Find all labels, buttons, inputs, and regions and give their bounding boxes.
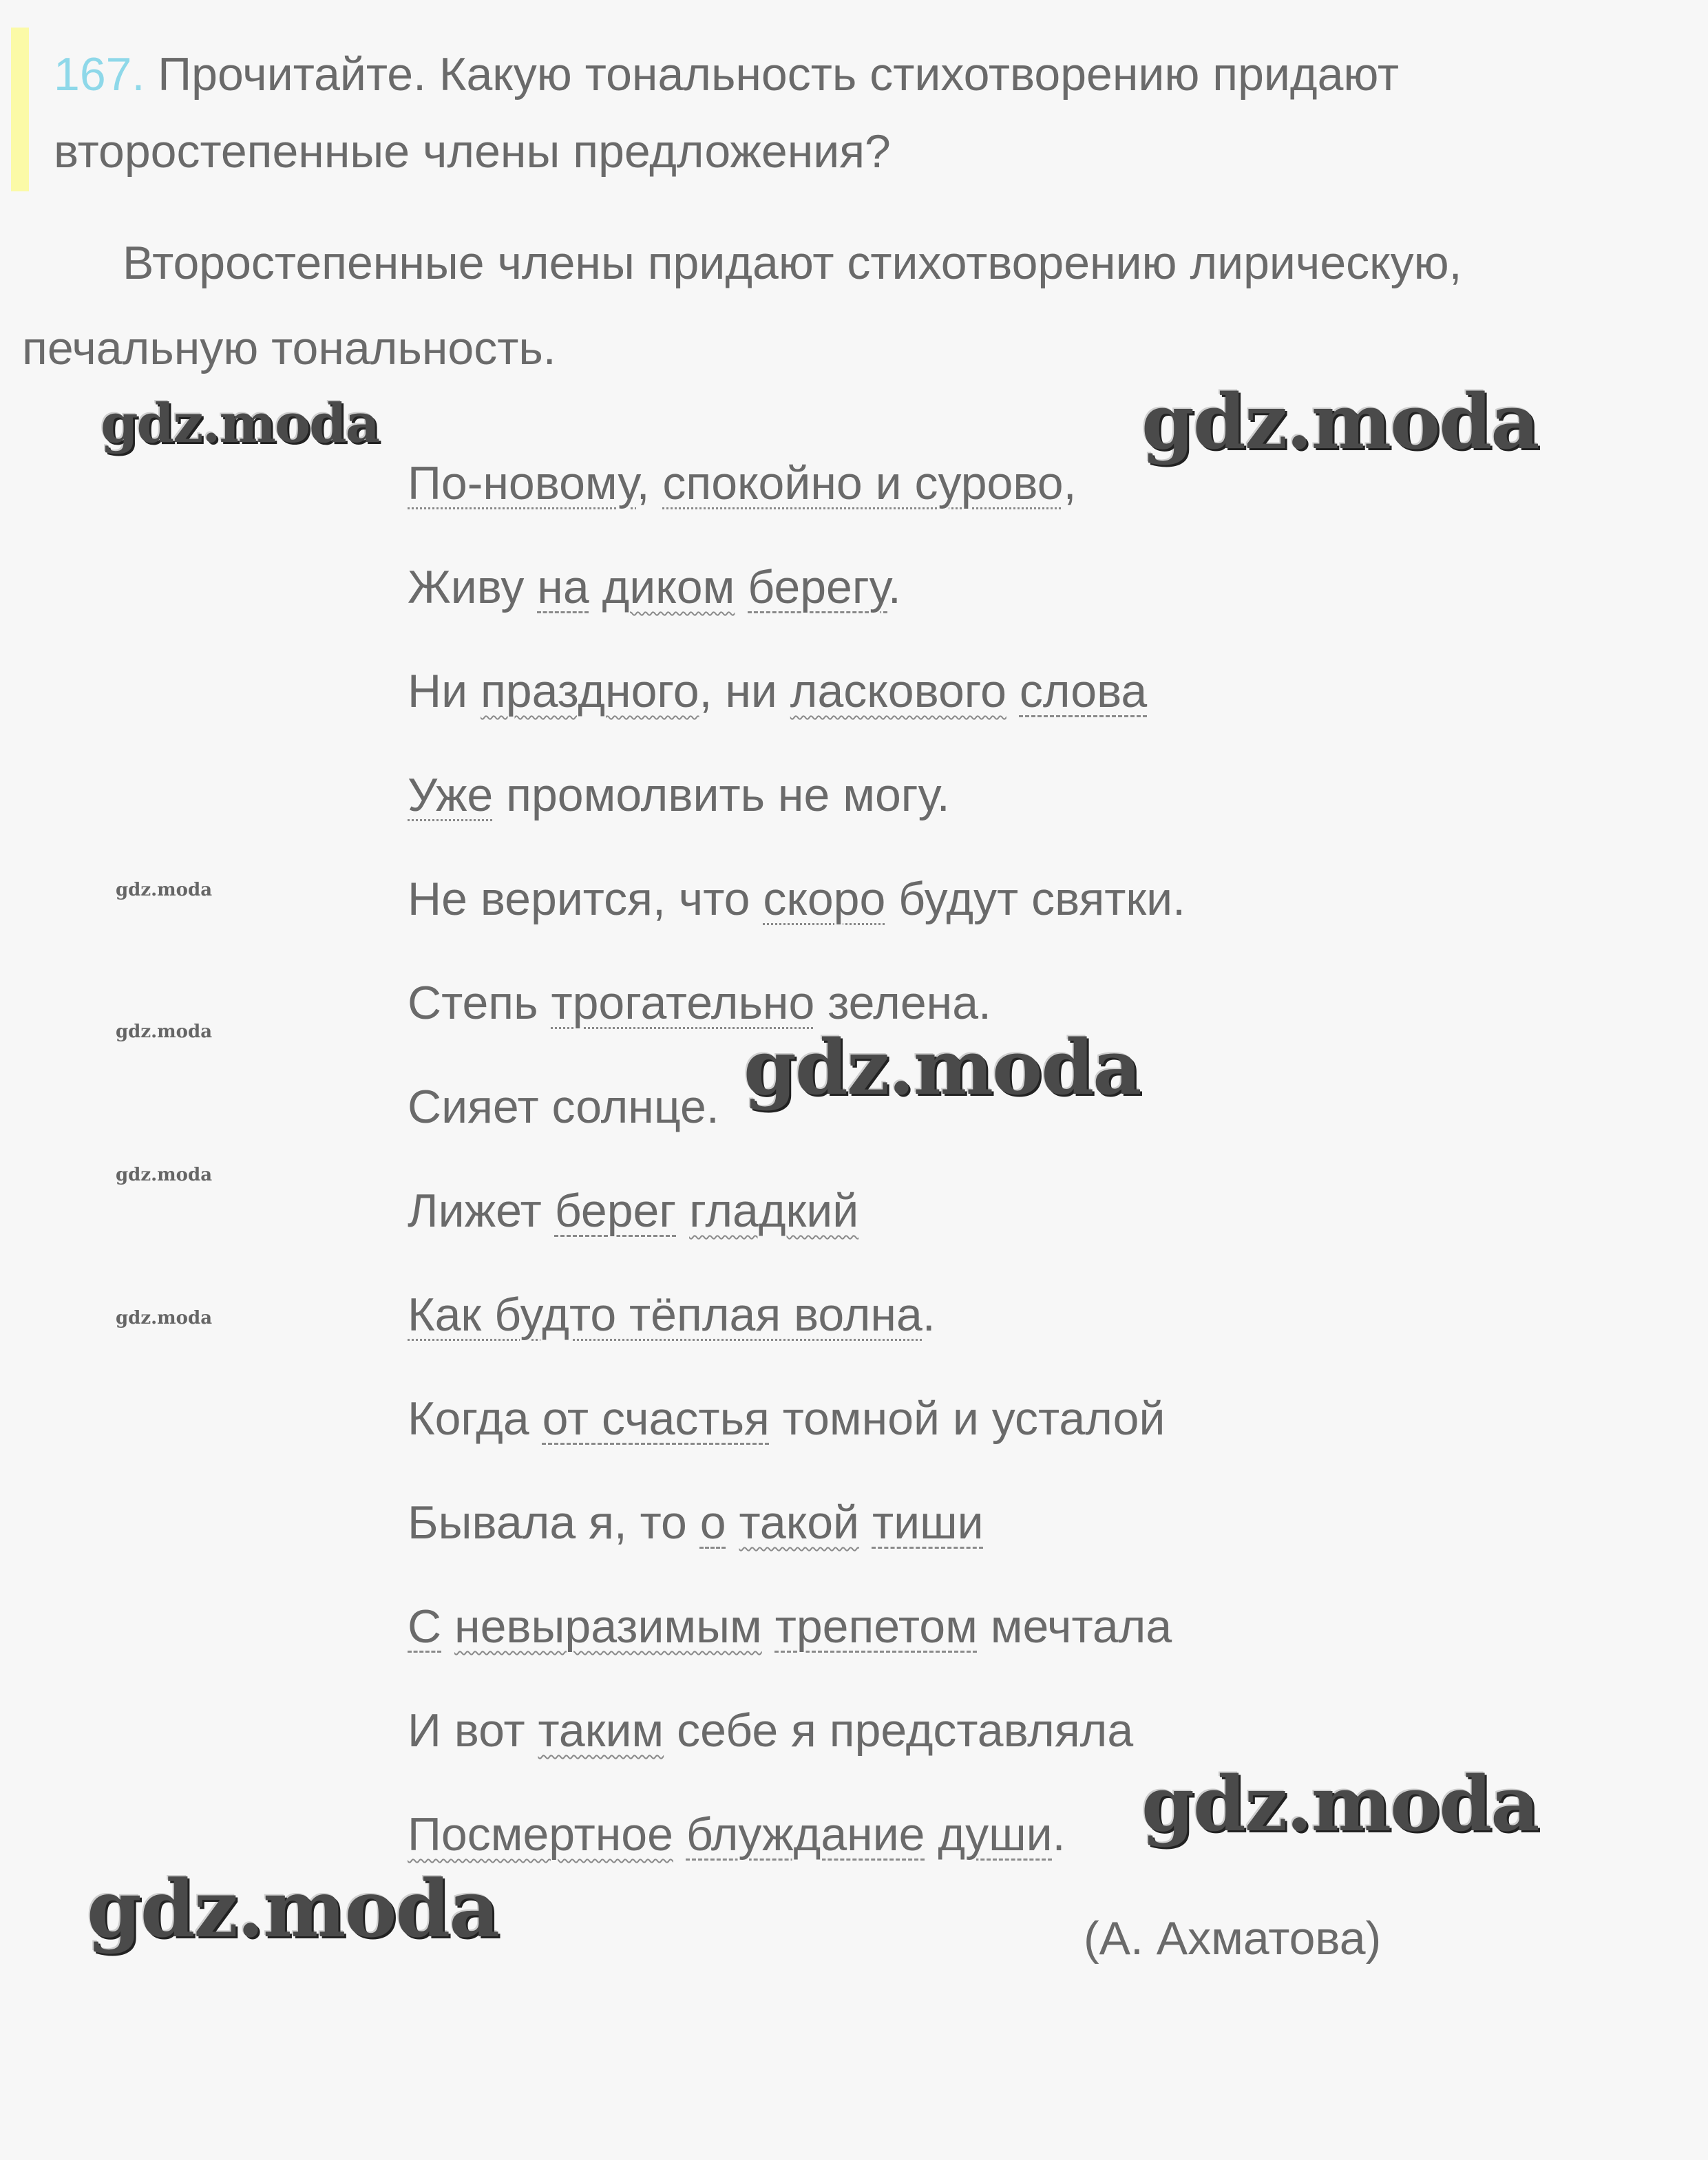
poem-line [408, 1592, 1185, 1696]
poem-text [1006, 665, 1020, 717]
poem-line [408, 1800, 1185, 1904]
underlined-member: берег [554, 1185, 677, 1237]
poem-line [408, 449, 1185, 553]
poem-text: мечтала [977, 1600, 1172, 1653]
watermark-small: gdz.moda [116, 880, 213, 900]
poem-text: Живу [408, 561, 538, 613]
poem-text: . [922, 1289, 936, 1341]
watermark: gdz.moda [101, 392, 379, 455]
poem-text: промолвить не могу. [493, 769, 950, 821]
poem-text [441, 1600, 454, 1653]
poem-text [762, 1600, 775, 1653]
underlined-member: Уже [408, 769, 494, 821]
poem-line [408, 761, 1185, 865]
poem-text: И вот [408, 1704, 538, 1757]
poem-line [408, 1488, 1185, 1592]
underlined-member: таким [538, 1704, 664, 1757]
underlined-member: от счастья [542, 1393, 770, 1445]
watermark-small: gdz.moda [116, 1021, 213, 1042]
poem-text [676, 1185, 689, 1237]
poem-text: , ни [699, 665, 790, 717]
underlined-member: берегу [748, 561, 888, 613]
underlined-member: гладкий [689, 1185, 859, 1237]
underlined-member: С [408, 1600, 442, 1653]
poem-author: (А. Ахматова) [1084, 1912, 1382, 1965]
underlined-member: души [938, 1808, 1053, 1861]
poem-text: Степь [408, 977, 551, 1029]
poem-text: . [1052, 1808, 1066, 1861]
underlined-member: ласкового [790, 665, 1006, 717]
underlined-member: спокойно и сурово [662, 457, 1064, 509]
poem-line [408, 553, 1185, 657]
poem-text: Не верится, что [408, 873, 763, 925]
underlined-member: о [699, 1496, 726, 1549]
poem-text: Лижет [408, 1185, 555, 1237]
poem-text [726, 1496, 739, 1549]
poem-text [859, 1496, 872, 1549]
watermark: gdz.moda [744, 1023, 1141, 1112]
poem-text [589, 561, 602, 613]
underlined-member: блуждание [686, 1808, 925, 1861]
poem-text [735, 561, 748, 613]
underlined-member: трогательно [551, 977, 815, 1029]
poem-text: , [636, 457, 663, 509]
poem-text: томной и усталой [769, 1393, 1166, 1445]
poem [408, 449, 1185, 1904]
underlined-member: скоро [763, 873, 886, 925]
watermark: gdz.moda [1141, 377, 1539, 466]
answer-paragraph: Второстепенные члены придают стихотворению лирическую, печальную тональность. [22, 237, 1462, 374]
underlined-member: такой [739, 1496, 860, 1549]
watermark: gdz.moda [1141, 1759, 1539, 1848]
poem-text: зелена. [814, 977, 991, 1029]
underlined-member: По-новому [408, 457, 637, 509]
watermark: gdz.moda [87, 1863, 499, 1955]
poem-text [673, 1808, 686, 1861]
poem-text: , [1063, 457, 1077, 509]
poem-text: Ни [408, 665, 481, 717]
poem-text: себе я представляла [664, 1704, 1134, 1757]
task-number: 167. [54, 48, 145, 100]
underlined-member: тиши [872, 1496, 984, 1549]
task-highlight-bar [11, 28, 29, 191]
poem-text: . [887, 561, 901, 613]
poem-line [408, 657, 1185, 761]
poem-text: Сияет солнце. [408, 1081, 719, 1133]
underlined-member: диком [602, 561, 735, 613]
poem-text: Бывала я, то [408, 1496, 700, 1549]
poem-text [925, 1808, 938, 1861]
poem-line [408, 1176, 1185, 1280]
poem-line [408, 1280, 1185, 1384]
underlined-member: Как будто тёплая волна [408, 1289, 922, 1341]
watermark-small: gdz.moda [116, 1165, 213, 1185]
underlined-member: на [537, 561, 589, 613]
underlined-member: Посмертное [408, 1808, 673, 1861]
task-text: Прочитайте. Какую тональность стихотворению придают второстепенные члены предложения? [54, 48, 1400, 178]
task-prompt [54, 36, 1665, 190]
underlined-member: слова [1019, 665, 1148, 717]
underlined-member: праздного [480, 665, 699, 717]
poem-text: будут святки. [885, 873, 1186, 925]
poem-text: Когда [408, 1393, 542, 1445]
poem-line [408, 865, 1185, 968]
poem-line [408, 1384, 1185, 1488]
underlined-member: невыразимым [454, 1600, 762, 1653]
poem-line [408, 1696, 1185, 1800]
underlined-member: трепетом [774, 1600, 978, 1653]
watermark-small: gdz.moda [116, 1308, 213, 1328]
